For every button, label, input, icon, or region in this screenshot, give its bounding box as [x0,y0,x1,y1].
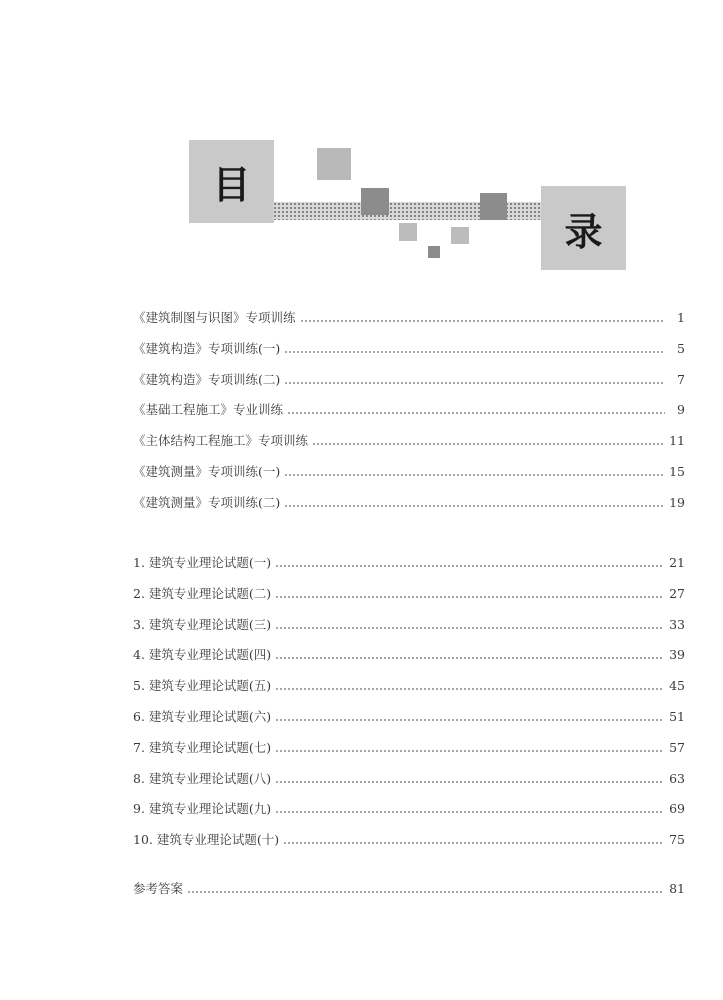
toc-entry[interactable] [133,397,685,419]
toc-entry[interactable] [133,336,685,358]
toc-entry-page: 81 [669,881,685,896]
toc-entry-title: 《建筑测量》专项训练(一) [133,464,281,479]
toc-entry[interactable] [133,735,685,757]
title-char-left: 目 [212,163,251,207]
toc-entry-page: 51 [669,709,685,724]
toc-entry-title: 6. 建筑专业理论试题(六) [133,709,272,724]
toc-header-banner [0,0,723,280]
toc-leader-dots [284,351,665,353]
toc-entry-page: 5 [677,341,685,356]
toc-leader-dots [284,505,663,507]
toc-entry[interactable] [133,673,685,695]
toc-leader-dots [283,842,663,844]
toc-leader-dots [300,320,665,322]
toc-entry[interactable] [133,827,685,849]
toc-entry-title: 10. 建筑专业理论试题(十) [133,832,280,847]
toc-leader-dots [284,382,665,384]
toc-entry-page: 7 [677,372,685,387]
toc-entry-page: 15 [669,464,685,479]
toc-entry-title: 7. 建筑专业理论试题(七) [133,740,272,755]
toc-entry-title: 2. 建筑专业理论试题(二) [133,586,272,601]
toc-entry-title: 《基础工程施工》专业训练 [133,402,284,417]
toc-entry-page: 33 [669,617,685,632]
toc-entry-page: 11 [669,433,685,448]
title-box-right [541,186,626,270]
deco-square-1 [317,148,351,180]
toc-leader-dots [284,474,663,476]
toc-leader-dots [275,627,663,629]
toc-entry[interactable] [133,305,685,327]
toc-entry-page: 21 [669,555,685,570]
toc-entry[interactable] [133,766,685,788]
toc-entry-title: 4. 建筑专业理论试题(四) [133,647,272,662]
toc-entry-page: 45 [669,678,685,693]
deco-square-2 [361,188,389,215]
toc-entry-title: 《建筑制图与识图》专项训练 [133,310,296,325]
toc-entry-title: 《建筑构造》专项训练(二) [133,372,281,387]
toc-entry[interactable] [133,367,685,389]
toc-entry-page: 39 [669,647,685,662]
toc-leader-dots [187,891,663,893]
toc-entry-page: 9 [677,402,685,417]
toc-leader-dots [275,811,663,813]
toc-leader-dots [275,565,663,567]
toc-leader-dots [275,657,663,659]
deco-square-3 [480,193,507,220]
toc-entry[interactable] [133,612,685,634]
toc-entry[interactable] [133,490,685,512]
toc-entry-page: 75 [669,832,685,847]
toc-entry-title: 《主体结构工程施工》专项训练 [133,433,309,448]
deco-square-5 [451,227,469,244]
toc-entry-title: 8. 建筑专业理论试题(八) [133,771,272,786]
toc-entry-page: 1 [677,310,685,325]
toc-entry-title: 《建筑测量》专项训练(二) [133,495,281,510]
toc-entry-page: 57 [669,740,685,755]
title-box-left [189,140,274,223]
toc-leader-dots [275,750,663,752]
toc-entry[interactable] [133,550,685,572]
toc-entry[interactable] [133,428,685,450]
deco-square-6 [428,246,440,258]
toc-entry-page: 63 [669,771,685,786]
toc-leader-dots [275,688,663,690]
toc-entry-title: 5. 建筑专业理论试题(五) [133,678,272,693]
toc-entry-page: 27 [669,586,685,601]
toc-entry[interactable] [133,642,685,664]
toc-entry[interactable] [133,459,685,481]
toc-leader-dots [275,596,663,598]
toc-entry[interactable] [133,796,685,818]
toc-entry-title: 3. 建筑专业理论试题(三) [133,617,272,632]
toc-entry[interactable] [133,581,685,603]
deco-square-4 [399,223,417,241]
toc-entry[interactable] [133,876,685,898]
toc-entry-title: 1. 建筑专业理论试题(一) [133,555,272,570]
toc-entry-title: 《建筑构造》专项训练(一) [133,341,281,356]
toc-leader-dots [312,443,663,445]
toc-leader-dots [275,719,663,721]
toc-entry-page: 69 [669,801,685,816]
toc-entry-title: 9. 建筑专业理论试题(九) [133,801,272,816]
toc-entry-page: 19 [669,495,685,510]
toc-entry[interactable] [133,704,685,726]
toc-leader-dots [287,412,665,414]
title-char-right: 录 [564,209,603,254]
toc-entry-title: 参考答案 [133,881,184,896]
toc-leader-dots [275,781,663,783]
